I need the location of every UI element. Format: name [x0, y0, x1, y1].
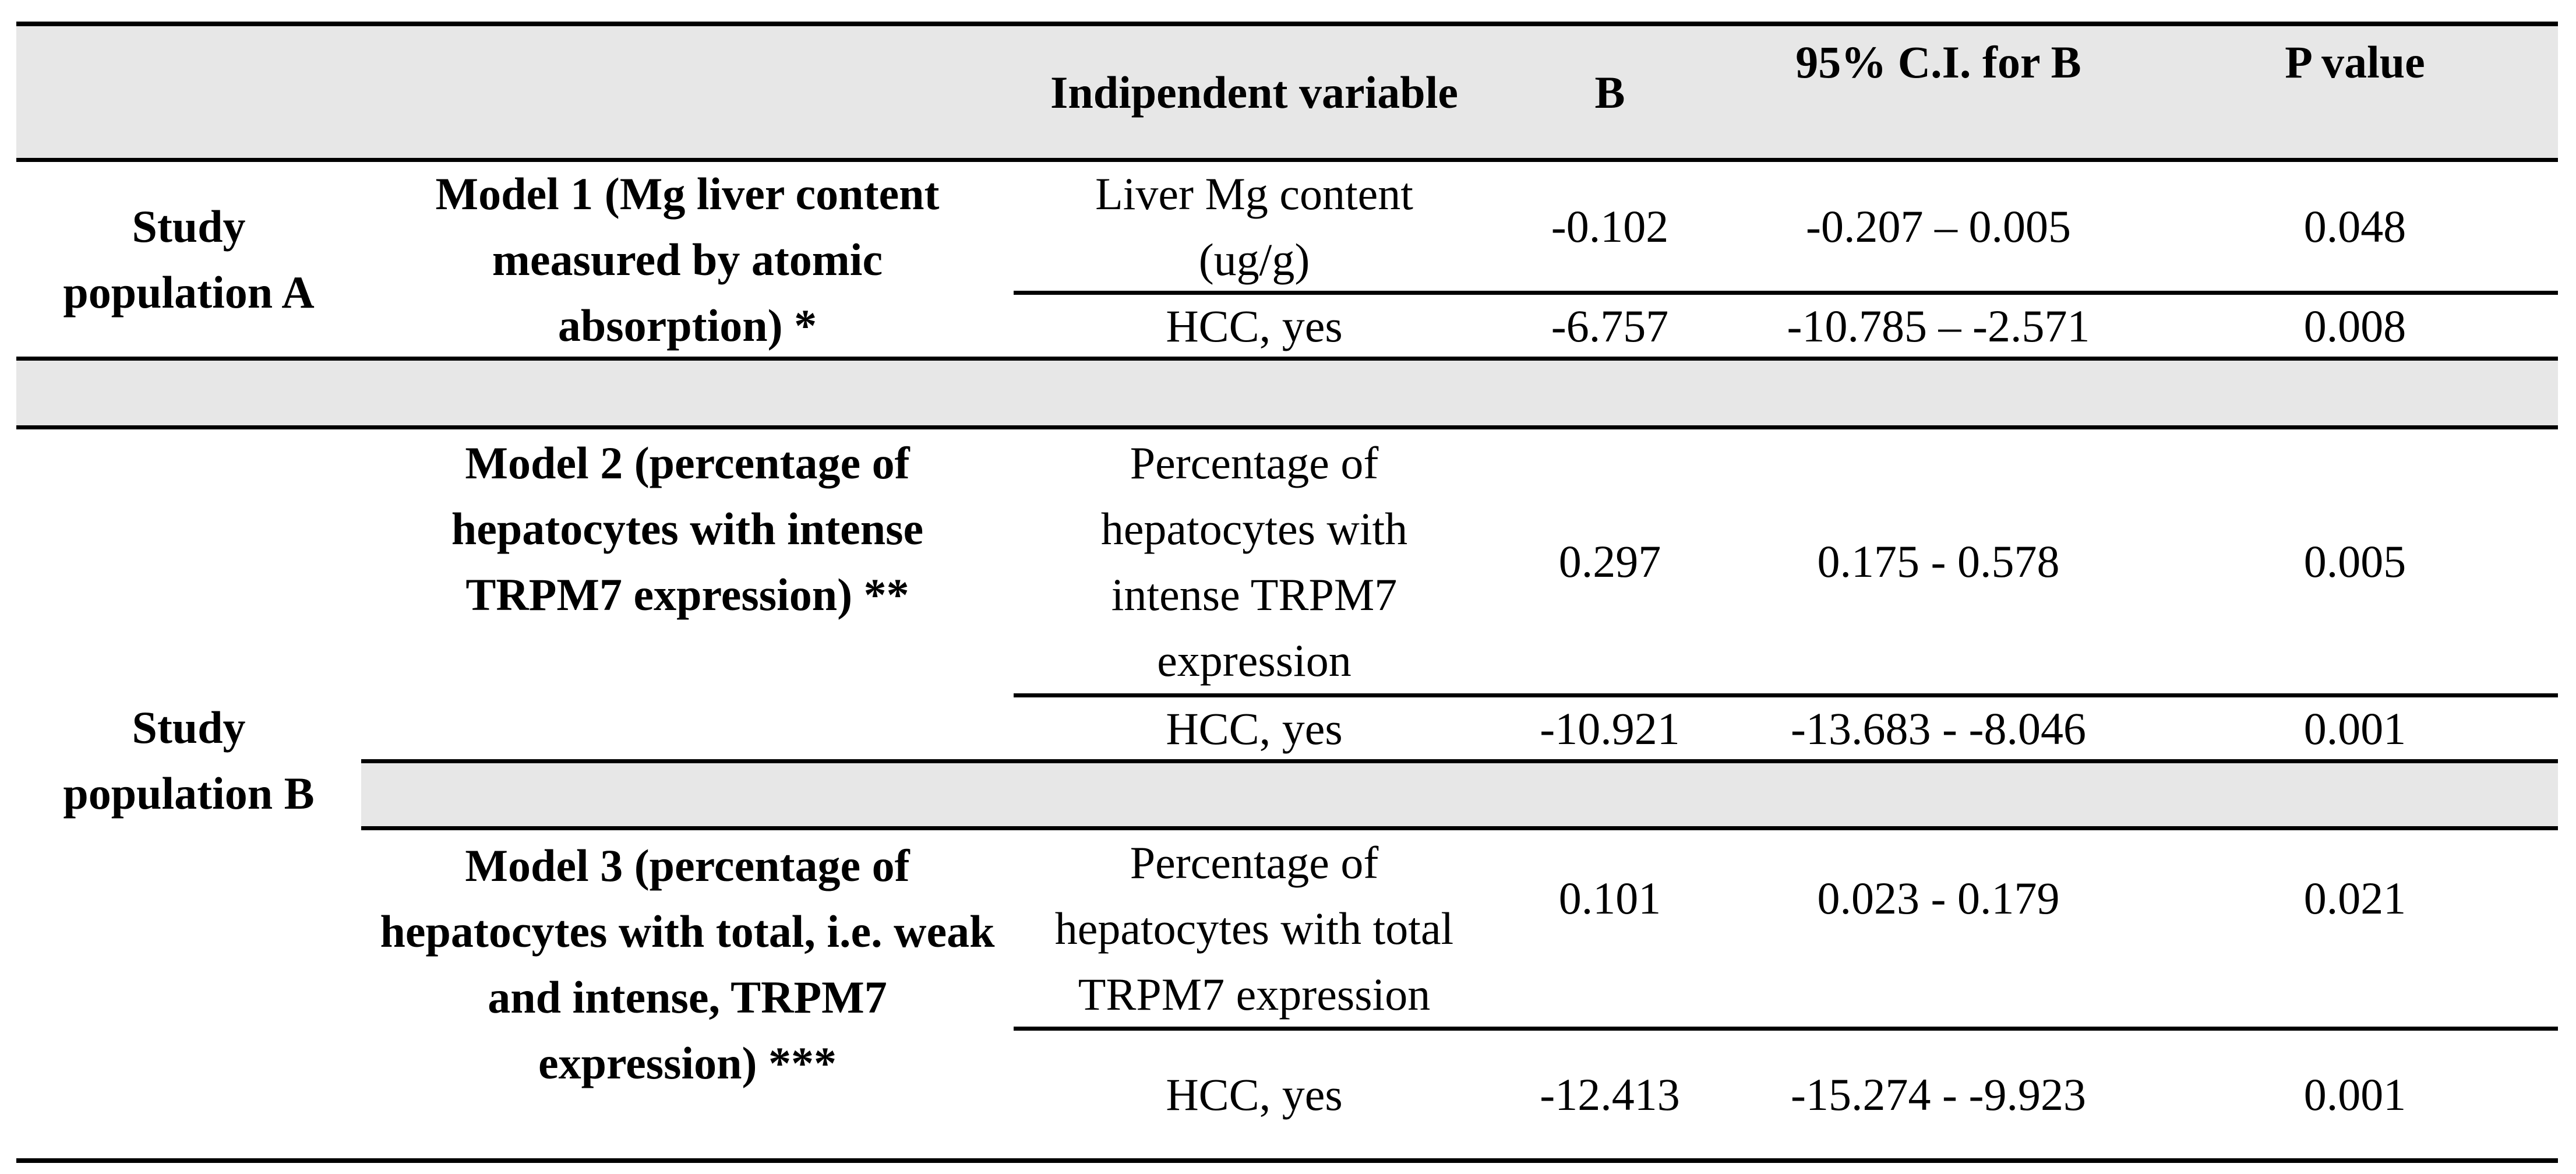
variable-cell: Percentage of hepatocytes with total TRPM7 expression — [1054, 837, 1454, 1020]
ci-cell: -15.274 - -9.923 — [1791, 1069, 2086, 1120]
population-b-label: Study population B — [63, 702, 315, 819]
b-cell: 0.297 — [1558, 536, 1661, 587]
spacer-row-a — [16, 358, 2558, 427]
variable-cell: Liver Mg content (ug/g) — [1095, 168, 1413, 285]
p-cell: 0.001 — [2303, 1069, 2406, 1120]
header-ci: 95% C.I. for B — [1795, 37, 2081, 87]
model3-label: Model 3 (percentage of hepatocytes with total, i.e. weak and intense, TRPM7 expression) *** — [380, 840, 995, 1088]
variable-cell: HCC, yes — [1166, 1069, 1343, 1120]
header-independent-variable: Indipendent variable — [1050, 66, 1458, 118]
spacer-row-b — [361, 761, 2558, 828]
p-cell: 0.048 — [2303, 201, 2406, 252]
ci-cell: -0.207 – 0.005 — [1806, 201, 2071, 252]
ci-cell: 0.175 - 0.578 — [1817, 536, 2060, 587]
p-cell: 0.008 — [2303, 300, 2406, 351]
b-cell: 0.101 — [1558, 873, 1661, 923]
header-col2 — [361, 26, 1014, 158]
ci-cell: -10.785 – -2.571 — [1787, 300, 2090, 351]
bottom-rule — [16, 1158, 2558, 1163]
header-p-value: P value — [2285, 37, 2425, 87]
variable-cell: Percentage of hepatocytes with intense TRPM7 expression — [1100, 437, 1408, 686]
b-cell: -0.102 — [1551, 201, 1669, 252]
b-cell: -6.757 — [1551, 300, 1669, 351]
p-cell: 0.021 — [2303, 873, 2406, 923]
spacer-rule — [16, 425, 2558, 429]
ci-cell: -13.683 - -8.046 — [1791, 703, 2086, 754]
header-col1 — [16, 26, 361, 158]
b-cell: -10.921 — [1540, 703, 1680, 754]
variable-cell: HCC, yes — [1166, 703, 1343, 754]
variable-cell: HCC, yes — [1166, 300, 1343, 351]
model2-label: Model 2 (percentage of hepatocytes with intense TRPM7 expression) ** — [451, 437, 924, 620]
model2-rule — [361, 759, 2558, 763]
p-cell: 0.005 — [2303, 536, 2406, 587]
b-cell: -12.413 — [1540, 1069, 1680, 1120]
top-rule — [16, 22, 2558, 26]
model1-label: Model 1 (Mg liver content measured by atomic absorption) * — [435, 168, 940, 351]
row-divider — [1014, 1027, 2558, 1031]
population-a-label: Study population A — [63, 201, 315, 318]
p-cell: 0.001 — [2303, 703, 2406, 754]
ci-cell: 0.023 - 0.179 — [1817, 873, 2060, 923]
header-b: B — [1594, 66, 1625, 118]
